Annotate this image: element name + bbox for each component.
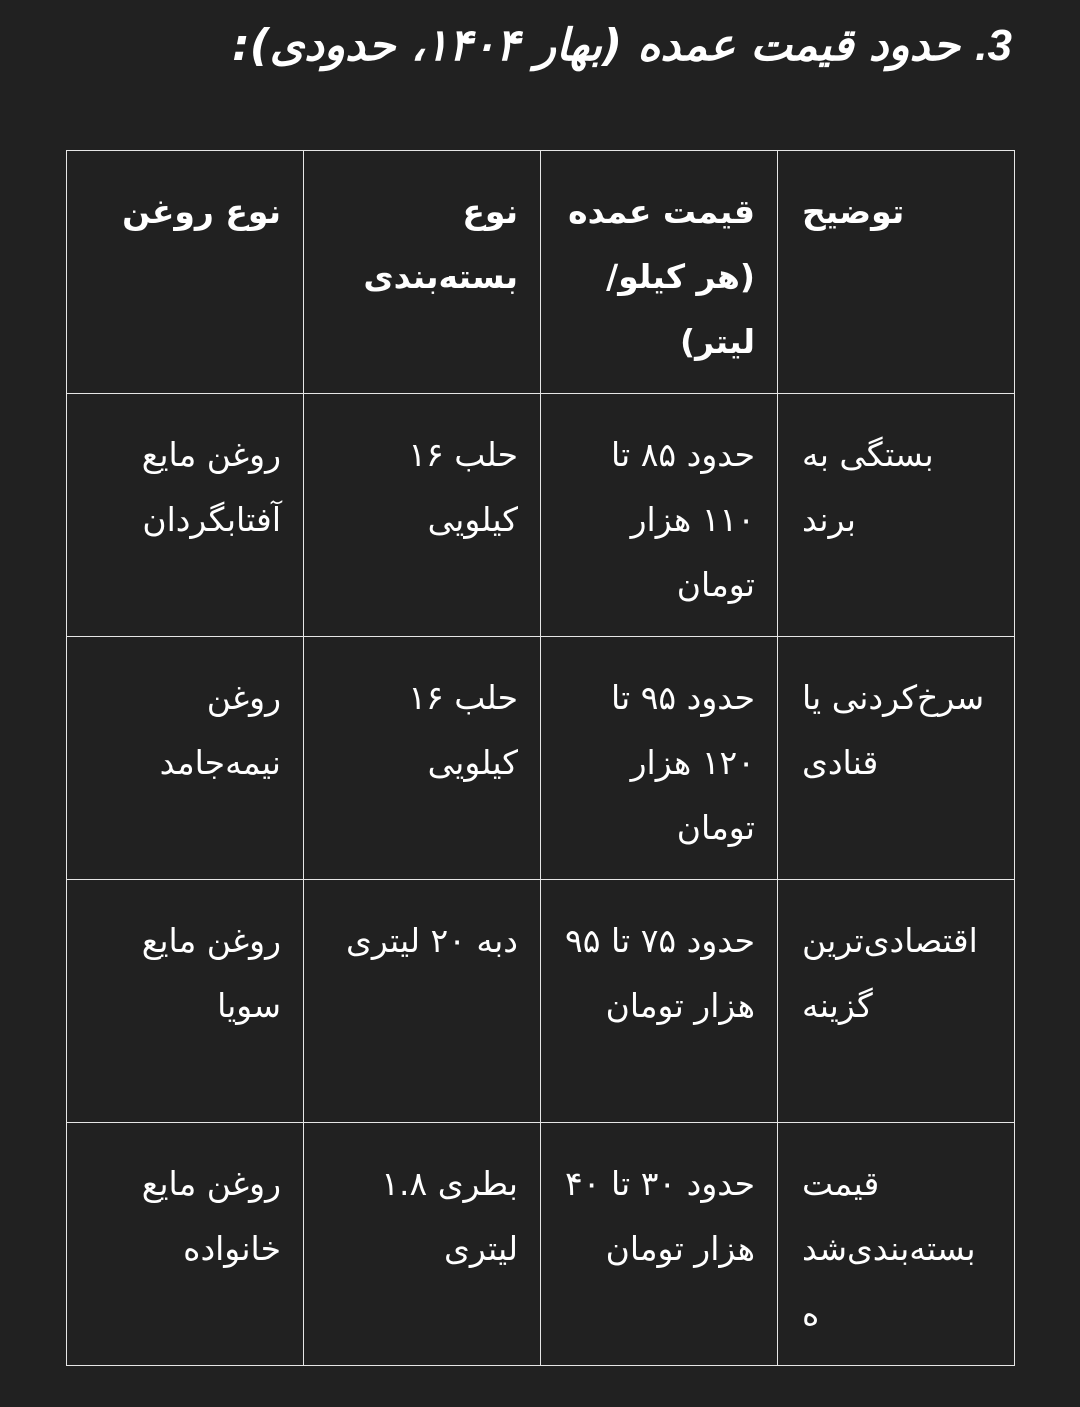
cell-price: حدود ۷۵ تا ۹۵ هزار تومان — [541, 880, 778, 1123]
cell-description: قیمت بسته‌بندی‌شده — [778, 1123, 1015, 1366]
cell-description: بستگی به برند — [778, 394, 1015, 637]
header-oil-type: نوع روغن — [67, 151, 304, 394]
table-row — [67, 637, 1015, 880]
cell-description: اقتصادی‌ترین گزینه — [778, 880, 1015, 1123]
header-packaging-type: نوع بسته‌بندی — [304, 151, 541, 394]
section-title: حدود قیمت عمده — [637, 20, 960, 71]
table-header-row — [67, 151, 1015, 394]
cell-packaging: دبه ۲۰ لیتری — [304, 880, 541, 1123]
section-heading — [60, 14, 1012, 78]
cell-packaging: حلب ۱۶ کیلویی — [304, 637, 541, 880]
table-row — [67, 1123, 1015, 1366]
table-row — [67, 394, 1015, 637]
cell-oil-type: روغن مایع سویا — [67, 880, 304, 1123]
cell-oil-type: روغن نیمه‌جامد — [67, 637, 304, 880]
cell-description: سرخ‌کردنی یا قنادی — [778, 637, 1015, 880]
cell-packaging: حلب ۱۶ کیلویی — [304, 394, 541, 637]
cell-oil-type: روغن مایع آفتابگردان — [67, 394, 304, 637]
header-wholesale-price: قیمت عمده (هر کیلو/لیتر) — [541, 151, 778, 394]
section-detail: (بهار ۱۴۰۴، حدودی): — [232, 20, 623, 71]
cell-price: حدود ۳۰ تا ۴۰ هزار تومان — [541, 1123, 778, 1366]
cell-packaging: بطری ۱.۸ لیتری — [304, 1123, 541, 1366]
cell-price: حدود ۸۵ تا ۱۱۰ هزار تومان — [541, 394, 778, 637]
header-description: توضیح — [778, 151, 1015, 394]
cell-oil-type: روغن مایع خانواده — [67, 1123, 304, 1366]
table-row — [67, 880, 1015, 1123]
section-number: 3. — [975, 21, 1012, 70]
wholesale-price-table — [66, 150, 1015, 1366]
cell-price: حدود ۹۵ تا ۱۲۰ هزار تومان — [541, 637, 778, 880]
